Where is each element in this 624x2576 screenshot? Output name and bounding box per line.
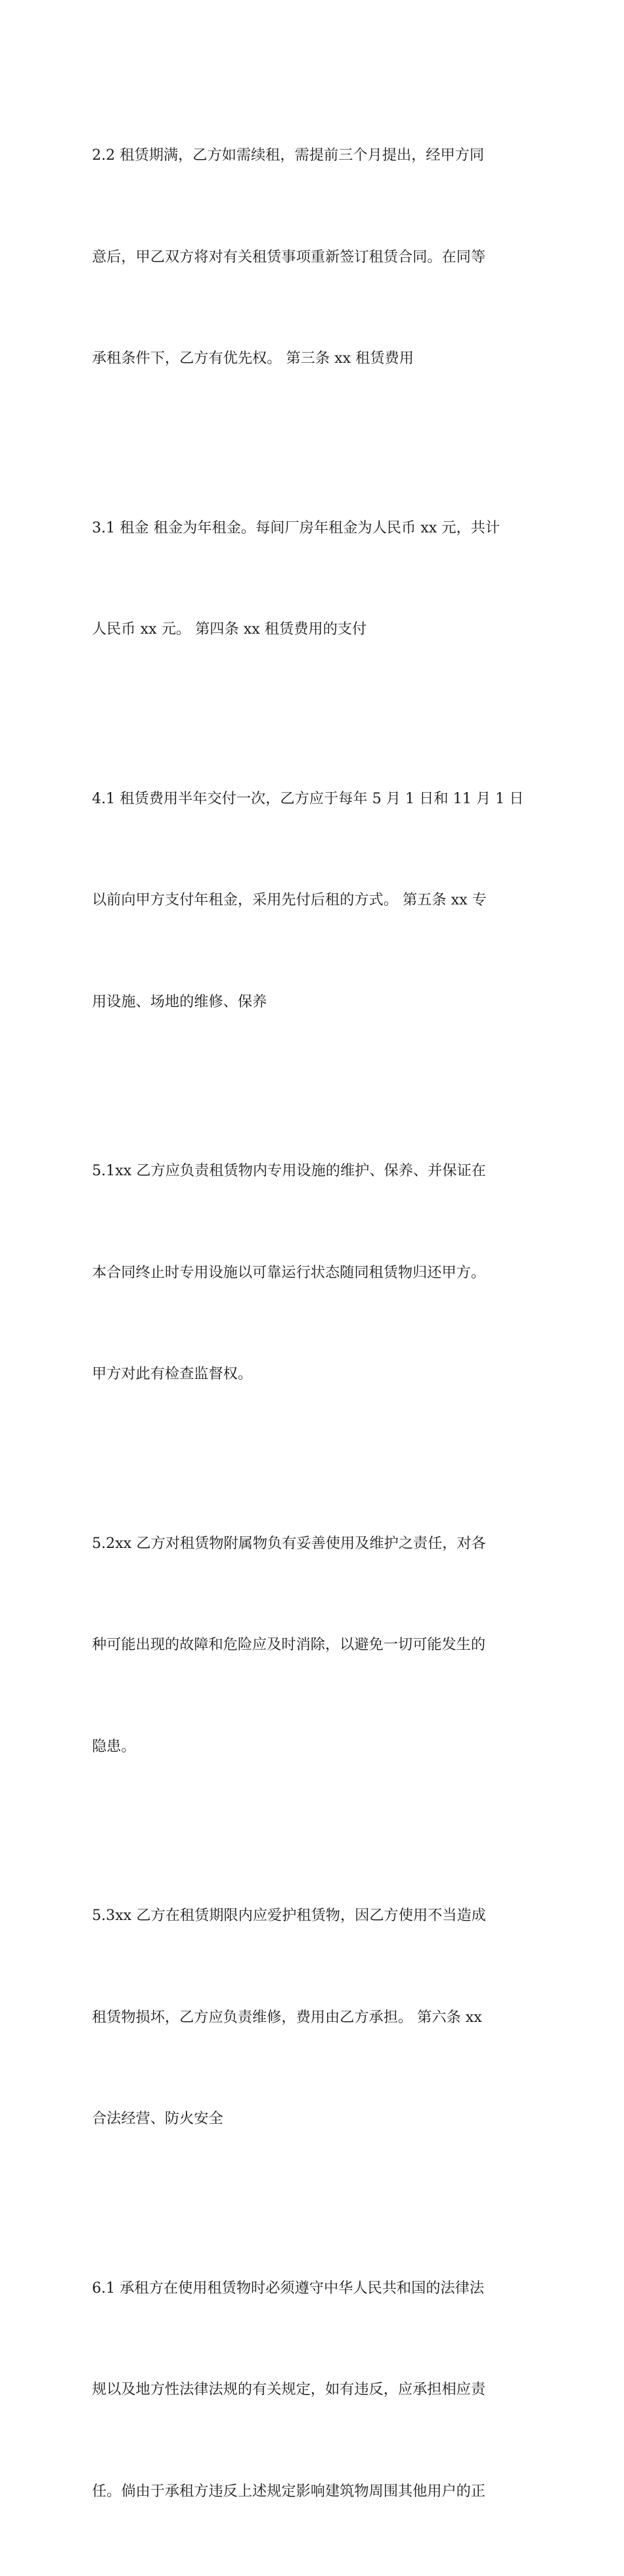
document-body — [92, 71, 533, 2576]
paragraph-5-1 — [92, 1087, 533, 1459]
text-line: 5.2xx 乙方对租赁物附属物负有妥善使用及维护之责任，对各 — [92, 1527, 533, 1561]
text-line: 任。倘由于承租方违反上述规定影响建筑物周围其他用户的正 — [92, 2475, 533, 2509]
text-line: 承租条件下，乙方有优先权。 第三条 xx 租赁费用 — [92, 342, 533, 376]
paragraph-5-2 — [92, 1459, 533, 1832]
text-line: 种可能出现的故障和危险应及时消除，以避免一切可能发生的 — [92, 1628, 533, 1662]
paragraph-2-2 — [92, 71, 533, 444]
paragraph-4-1 — [92, 714, 533, 1087]
text-line: 规以及地方性法律法规的有关规定，如有违反，应承担相应责 — [92, 2373, 533, 2407]
document-page — [0, 0, 624, 808]
text-line: 3.1 租金 租金为年租金。每间厂房年租金为人民币 xx 元，共计 — [92, 511, 533, 546]
text-line: 本合同终止时专用设施以可靠运行状态随同租赁物归还甲方。 — [92, 1256, 533, 1290]
paragraph-6-1 — [92, 2204, 533, 2576]
text-line: 租赁物损坏，乙方应负责维修，费用由乙方承担。 第六条 xx — [92, 2001, 533, 2035]
text-line: 甲方对此有检查监督权。 — [92, 1357, 533, 1392]
text-line: 4.1 租赁费用半年交付一次，乙方应于每年 5 月 1 日和 11 月 1 日 — [92, 782, 533, 816]
text-line: 合法经营、防火安全 — [92, 2102, 533, 2136]
text-line: 5.1xx 乙方应负责租赁物内专用设施的维护、保养、并保证在 — [92, 1154, 533, 1188]
text-line: 2.2 租赁期满，乙方如需续租，需提前三个月提出，经甲方同 — [92, 139, 533, 173]
text-line: 意后，甲乙双方将对有关租赁事项重新签订租赁合同。在同等 — [92, 241, 533, 275]
text-line: 用设施、场地的维修、保养 — [92, 985, 533, 1019]
text-line: 隐患。 — [92, 1730, 533, 1764]
text-line: 6.1 承租方在使用租赁物时必须遵守中华人民共和国的法律法 — [92, 2272, 533, 2306]
paragraph-3-1 — [92, 444, 533, 714]
text-line: 以前向甲方支付年租金，采用先付后租的方式。 第五条 xx 专 — [92, 883, 533, 918]
text-line: 人民币 xx 元。 第四条 xx 租赁费用的支付 — [92, 613, 533, 647]
text-line: 5.3xx 乙方在租赁期限内应爱护租赁物，因乙方使用不当造成 — [92, 1899, 533, 1933]
paragraph-5-3 — [92, 1831, 533, 2204]
